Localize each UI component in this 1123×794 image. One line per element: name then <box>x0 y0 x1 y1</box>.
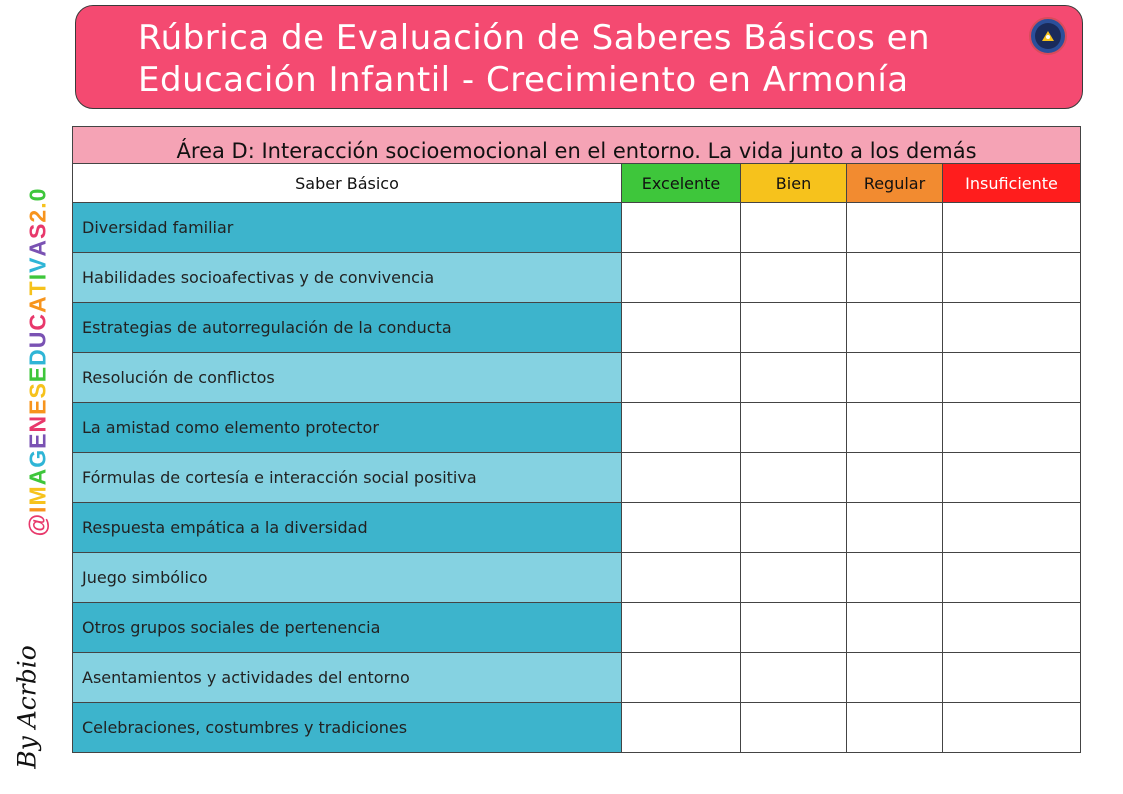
brand-letter: V <box>24 256 51 273</box>
saber-basico-cell: Respuesta empática a la diversidad <box>73 503 622 553</box>
score-cell-excelente[interactable] <box>622 653 741 703</box>
score-cell-regular[interactable] <box>847 703 943 753</box>
score-cell-regular[interactable] <box>847 653 943 703</box>
score-cell-regular[interactable] <box>847 453 943 503</box>
brand-letter: 0 <box>24 187 51 202</box>
brand-watermark <box>25 188 52 537</box>
title-line-2: Educación Infantil - Crecimiento en Armonía <box>138 60 909 100</box>
score-cell-bien[interactable] <box>741 403 847 453</box>
saber-basico-cell: Juego simbólico <box>73 553 622 603</box>
brand-letter: A <box>24 467 51 486</box>
score-cell-insuficiente[interactable] <box>943 653 1081 703</box>
score-cell-bien[interactable] <box>741 453 847 503</box>
table-row <box>73 453 1081 503</box>
score-cell-bien[interactable] <box>741 303 847 353</box>
header-excelente: Excelente <box>622 164 741 203</box>
brand-letter: I <box>24 272 51 281</box>
table-row <box>73 303 1081 353</box>
score-cell-insuficiente[interactable] <box>943 253 1081 303</box>
table-row <box>73 403 1081 453</box>
table-row <box>73 503 1081 553</box>
score-cell-regular[interactable] <box>847 253 943 303</box>
brand-letter: A <box>24 238 51 257</box>
table-row <box>73 653 1081 703</box>
table-row <box>73 703 1081 753</box>
header-bien: Bien <box>741 164 847 203</box>
score-cell-regular[interactable] <box>847 353 943 403</box>
brand-letter: N <box>24 414 51 433</box>
score-cell-excelente[interactable] <box>622 703 741 753</box>
score-cell-excelente[interactable] <box>622 503 741 553</box>
score-cell-excelente[interactable] <box>622 403 741 453</box>
brand-letter: . <box>24 201 51 209</box>
brand-letter: E <box>24 432 51 449</box>
score-cell-bien[interactable] <box>741 203 847 253</box>
score-cell-insuficiente[interactable] <box>943 303 1081 353</box>
brand-letter: D <box>24 348 51 366</box>
score-cell-excelente[interactable] <box>622 453 741 503</box>
header-saber-basico: Saber Básico <box>73 164 622 203</box>
score-cell-bien[interactable] <box>741 653 847 703</box>
score-cell-regular[interactable] <box>847 603 943 653</box>
score-cell-bien[interactable] <box>741 703 847 753</box>
score-cell-insuficiente[interactable] <box>943 203 1081 253</box>
score-cell-bien[interactable] <box>741 503 847 553</box>
score-cell-excelente[interactable] <box>622 203 741 253</box>
score-cell-bien[interactable] <box>741 603 847 653</box>
saber-basico-cell: Otros grupos sociales de pertenencia <box>73 603 622 653</box>
title-line-1: Rúbrica de Evaluación de Saberes Básicos en <box>138 18 931 58</box>
score-cell-regular[interactable] <box>847 303 943 353</box>
score-cell-insuficiente[interactable] <box>943 703 1081 753</box>
author-signature: By Acrbio <box>12 645 42 769</box>
title-banner <box>75 5 1083 109</box>
area-heading: Área D: Interacción socioemocional en el entorno. La vida junto a los demás <box>73 127 1081 164</box>
brand-letter: E <box>24 365 51 383</box>
brand-letter: E <box>24 398 51 415</box>
header-insuficiente: Insuficiente <box>943 164 1081 203</box>
brand-letter: T <box>24 280 51 296</box>
rubric-table <box>72 126 1081 753</box>
saber-basico-cell: Habilidades socioafectivas y de convivencia <box>73 253 622 303</box>
score-cell-excelente[interactable] <box>622 603 741 653</box>
score-cell-excelente[interactable] <box>622 553 741 603</box>
score-cell-regular[interactable] <box>847 203 943 253</box>
score-cell-insuficiente[interactable] <box>943 603 1081 653</box>
header-regular: Regular <box>847 164 943 203</box>
saber-basico-cell: Celebraciones, costumbres y tradiciones <box>73 703 622 753</box>
table-row <box>73 553 1081 603</box>
brand-letter: M <box>24 485 51 506</box>
brand-letter: @ <box>24 512 51 537</box>
score-cell-regular[interactable] <box>847 503 943 553</box>
brand-letter: A <box>24 295 51 313</box>
page-title <box>138 17 930 101</box>
table-row <box>73 203 1081 253</box>
score-cell-bien[interactable] <box>741 353 847 403</box>
score-cell-excelente[interactable] <box>622 253 741 303</box>
saber-basico-cell: Fórmulas de cortesía e interacción social positiva <box>73 453 622 503</box>
saber-basico-cell: Resolución de conflictos <box>73 353 622 403</box>
brand-letter: G <box>24 448 51 468</box>
brand-letter: 2 <box>24 208 51 223</box>
score-cell-insuficiente[interactable] <box>943 453 1081 503</box>
score-cell-insuficiente[interactable] <box>943 403 1081 453</box>
saber-basico-cell: La amistad como elemento protector <box>73 403 622 453</box>
score-cell-excelente[interactable] <box>622 353 741 403</box>
score-cell-regular[interactable] <box>847 403 943 453</box>
saber-basico-cell: Diversidad familiar <box>73 203 622 253</box>
score-cell-excelente[interactable] <box>622 303 741 353</box>
score-cell-bien[interactable] <box>741 553 847 603</box>
logo-badge-icon <box>1029 17 1067 55</box>
saber-basico-cell: Estrategias de autorregulación de la conducta <box>73 303 622 353</box>
table-row <box>73 253 1081 303</box>
table-row <box>73 603 1081 653</box>
score-cell-insuficiente[interactable] <box>943 553 1081 603</box>
brand-letter: U <box>24 330 51 349</box>
score-cell-bien[interactable] <box>741 253 847 303</box>
score-cell-insuficiente[interactable] <box>943 353 1081 403</box>
brand-letter: C <box>24 312 51 331</box>
score-cell-insuficiente[interactable] <box>943 503 1081 553</box>
brand-letter: S <box>24 222 51 239</box>
saber-basico-cell: Asentamientos y actividades del entorno <box>73 653 622 703</box>
table-row <box>73 353 1081 403</box>
brand-letter: S <box>24 382 51 399</box>
brand-letter: I <box>24 505 51 513</box>
score-cell-regular[interactable] <box>847 553 943 603</box>
